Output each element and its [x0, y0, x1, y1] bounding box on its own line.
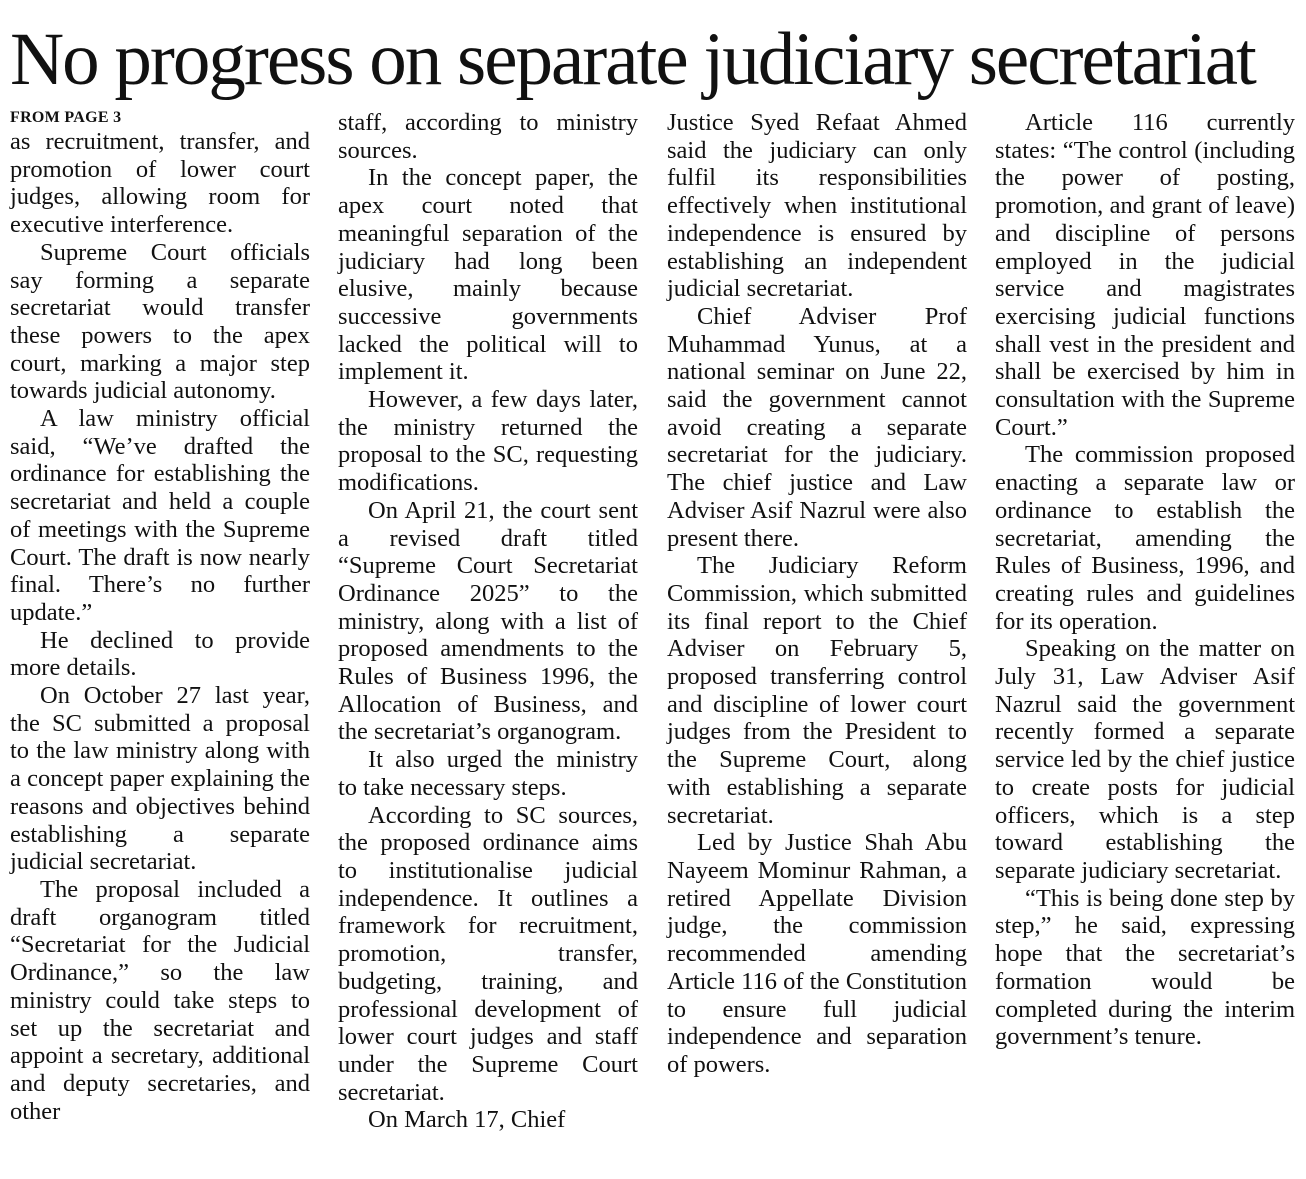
body-paragraph: On April 21, the court sent a revised draft titled “Supreme Court Secretariat Ordinance 2025” to the ministry, along with a list of proposed amendments to the Rules of Business 1996, the Allocation of Business, and the secretariat’s organogram.	[338, 496, 638, 746]
body-paragraph: It also urged the ministry to take necessary steps.	[338, 746, 638, 801]
body-paragraph: On October 27 last year, the SC submitted a proposal to the law ministry along with a concept paper explaining the reasons and objectives behind establishing a separate judicial secretariat.	[10, 682, 310, 876]
article-column-3	[667, 109, 967, 1079]
body-paragraph: Article 116 currently states: “The control (including the power of posting, promotion, and grant of leave) and discipline of persons employed in the judicial service and magistrates exercising judicial functions shall vest in the president and shall be exercised by him in consultation with the Supreme Court.”	[995, 109, 1295, 441]
article-headline: No progress on separate judiciary secretariat	[10, 18, 1255, 101]
body-paragraph: staff, according to ministry sources.	[338, 109, 638, 164]
body-paragraph: The Judiciary Reform Commission, which submitted its final report to the Chief Adviser on February 5, proposed transferring control and discipline of lower court judges from the President to the Supreme Court, along with establishing a separate secretariat.	[667, 552, 967, 829]
body-paragraph: He declined to provide more details.	[10, 626, 310, 682]
body-paragraph: Justice Syed Refaat Ahmed said the judiciary can only fulfil its responsibilities effectively when institutional independence is ensured by establishing an independent judicial secretariat.	[667, 109, 967, 303]
body-paragraph: as recruitment, transfer, and promotion of lower court judges, allowing room for executive interference.	[10, 128, 310, 239]
body-paragraph: The proposal included a draft organogram titled “Secretariat for the Judicial Ordinance,” so the law ministry could take steps to set up the secretariat and appoint a secretary, additional and deputy secretaries, and other	[10, 875, 310, 1125]
body-paragraph: Led by Justice Shah Abu Nayeem Mominur Rahman, a retired Appellate Division judge, the commission recommended amending Article 116 of the Constitution to ensure full judicial independence and separation of powers.	[667, 829, 967, 1078]
body-paragraph: Speaking on the matter on July 31, Law Adviser Asif Nazrul said the government recently formed a separate service led by the chief justice to create posts for judicial officers, which is a step toward establishing the separate judiciary secretariat.	[995, 635, 1295, 884]
body-paragraph: A law ministry official said, “We’ve drafted the ordinance for establishing the secretariat and held a couple of meetings with the Supreme Court. The draft is now nearly final. There’s no further update.”	[10, 405, 310, 626]
body-paragraph: Chief Adviser Prof Muhammad Yunus, at a national seminar on June 22, said the government cannot avoid creating a separate secretariat for the judiciary. The chief justice and Law Adviser Asif Nazrul were also present there.	[667, 302, 967, 552]
body-paragraph: “This is being done step by step,” he said, expressing hope that the secretariat’s formation would be completed during the interim government’s tenure.	[995, 884, 1295, 1051]
body-paragraph: Supreme Court officials say forming a separate secretariat would transfer these powers to the apex court, marking a major step towards judicial autonomy.	[10, 238, 310, 405]
body-paragraph: According to SC sources, the proposed ordinance aims to institutionalise judicial independence. It outlines a framework for recruitment, promotion, transfer, budgeting, training, and professional development of lower court judges and staff under the Supreme Court secretariat.	[338, 801, 638, 1106]
body-paragraph: The commission proposed enacting a separate law or ordinance to establish the secretariat, amending the Rules of Business, 1996, and creating rules and guidelines for its operation.	[995, 441, 1295, 635]
article-column-2	[338, 109, 638, 1134]
article-column-1	[10, 108, 310, 1125]
continuation-kicker: FROM PAGE 3	[10, 109, 122, 126]
article-column-4	[995, 109, 1295, 1051]
body-paragraph: However, a few days later, the ministry returned the proposal to the SC, requesting modifications.	[338, 386, 638, 497]
body-paragraph: In the concept paper, the apex court noted that meaningful separation of the judiciary had long been elusive, mainly because successive governments lacked the political will to implement it.	[338, 164, 638, 386]
body-paragraph: On March 17, Chief	[368, 1106, 566, 1134]
